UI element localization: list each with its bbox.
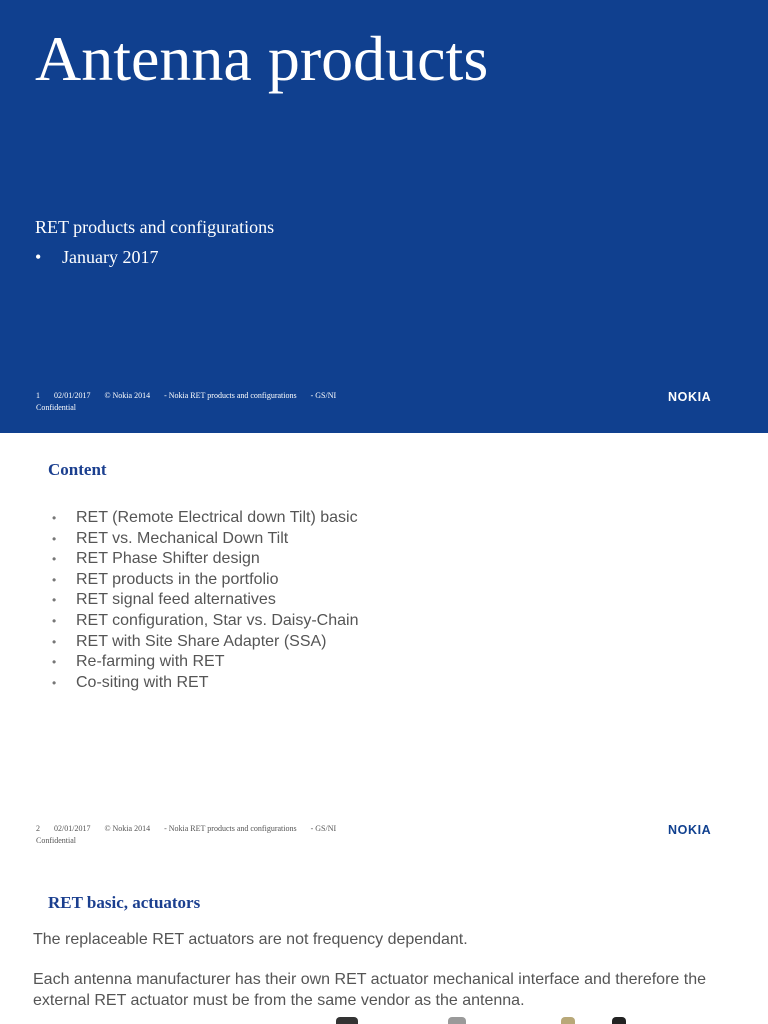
actuator-image-fragment: [561, 1017, 575, 1024]
footer-confidential: Confidential: [36, 403, 76, 412]
actuator-image-fragment: [448, 1017, 466, 1024]
footer-date: 02/01/2017: [54, 824, 91, 833]
list-item-text: Re-farming with RET: [76, 653, 225, 671]
list-item-text: Co-siting with RET: [76, 673, 209, 691]
page-number: 1: [36, 391, 40, 400]
date-bullet-item: [35, 247, 158, 268]
content-list: [52, 508, 358, 693]
slide-subtitle: RET products and configurations: [35, 217, 275, 237]
ret-paragraph-1: The replaceable RET actuators are not frequency dependant.: [33, 931, 468, 948]
content-heading: Content: [48, 460, 107, 479]
list-item: [52, 673, 358, 694]
footer-org: - GS/NI: [310, 391, 337, 400]
page-number: 2: [36, 824, 40, 833]
slide-footer: [36, 390, 366, 414]
list-item-text: RET with Site Share Adapter (SSA): [76, 632, 327, 650]
slide-date: January 2017: [62, 247, 159, 267]
list-item-text: RET configuration, Star vs. Daisy-Chain: [76, 611, 359, 629]
slide-title: Antenna products: [35, 23, 489, 94]
footer-confidential: Confidential: [36, 836, 76, 845]
footer-date: 02/01/2017: [54, 391, 91, 400]
list-item: [52, 652, 358, 673]
nokia-logo: NOKIA: [668, 390, 712, 404]
bullet-icon: •: [52, 613, 57, 628]
list-item: [52, 611, 358, 632]
list-item: [52, 549, 358, 570]
bullet-icon: •: [52, 552, 57, 567]
list-item: [52, 529, 358, 550]
list-item-text: RET products in the portfolio: [76, 570, 279, 588]
bullet-icon: •: [35, 247, 42, 267]
ret-heading: RET basic, actuators: [48, 893, 201, 912]
bullet-icon: •: [52, 572, 57, 587]
list-item-text: RET signal feed alternatives: [76, 591, 276, 609]
list-item: [52, 570, 358, 591]
title-slide: [0, 0, 768, 433]
bullet-icon: •: [52, 634, 57, 649]
bullet-icon: •: [52, 655, 57, 670]
actuator-image-fragment: [336, 1017, 358, 1024]
footer-doc-title: - Nokia RET products and configurations: [164, 391, 297, 400]
footer-org: - GS/NI: [310, 824, 337, 833]
list-item-text: RET vs. Mechanical Down Tilt: [76, 529, 289, 547]
bullet-icon: •: [52, 675, 57, 690]
list-item-text: RET Phase Shifter design: [76, 550, 260, 568]
bullet-icon: •: [52, 593, 57, 608]
ret-paragraph-2: Each antenna manufacturer has their own RET actuator mechanical interface and therefore the external RET actuator must be from the same vendor as the antenna.: [33, 971, 706, 1009]
slide-footer: [36, 823, 366, 847]
list-item: [52, 590, 358, 611]
bullet-icon: •: [52, 511, 57, 525]
list-item: [52, 508, 358, 529]
nokia-logo: NOKIA: [668, 823, 712, 837]
footer-copyright: © Nokia 2014: [104, 391, 151, 400]
actuator-image-fragment: [612, 1017, 626, 1024]
footer-copyright: © Nokia 2014: [104, 824, 151, 833]
list-item-text: RET (Remote Electrical down Tilt) basic: [76, 509, 358, 526]
list-item: [52, 632, 358, 653]
footer-doc-title: - Nokia RET products and configurations: [164, 824, 297, 833]
bullet-icon: •: [52, 531, 57, 546]
